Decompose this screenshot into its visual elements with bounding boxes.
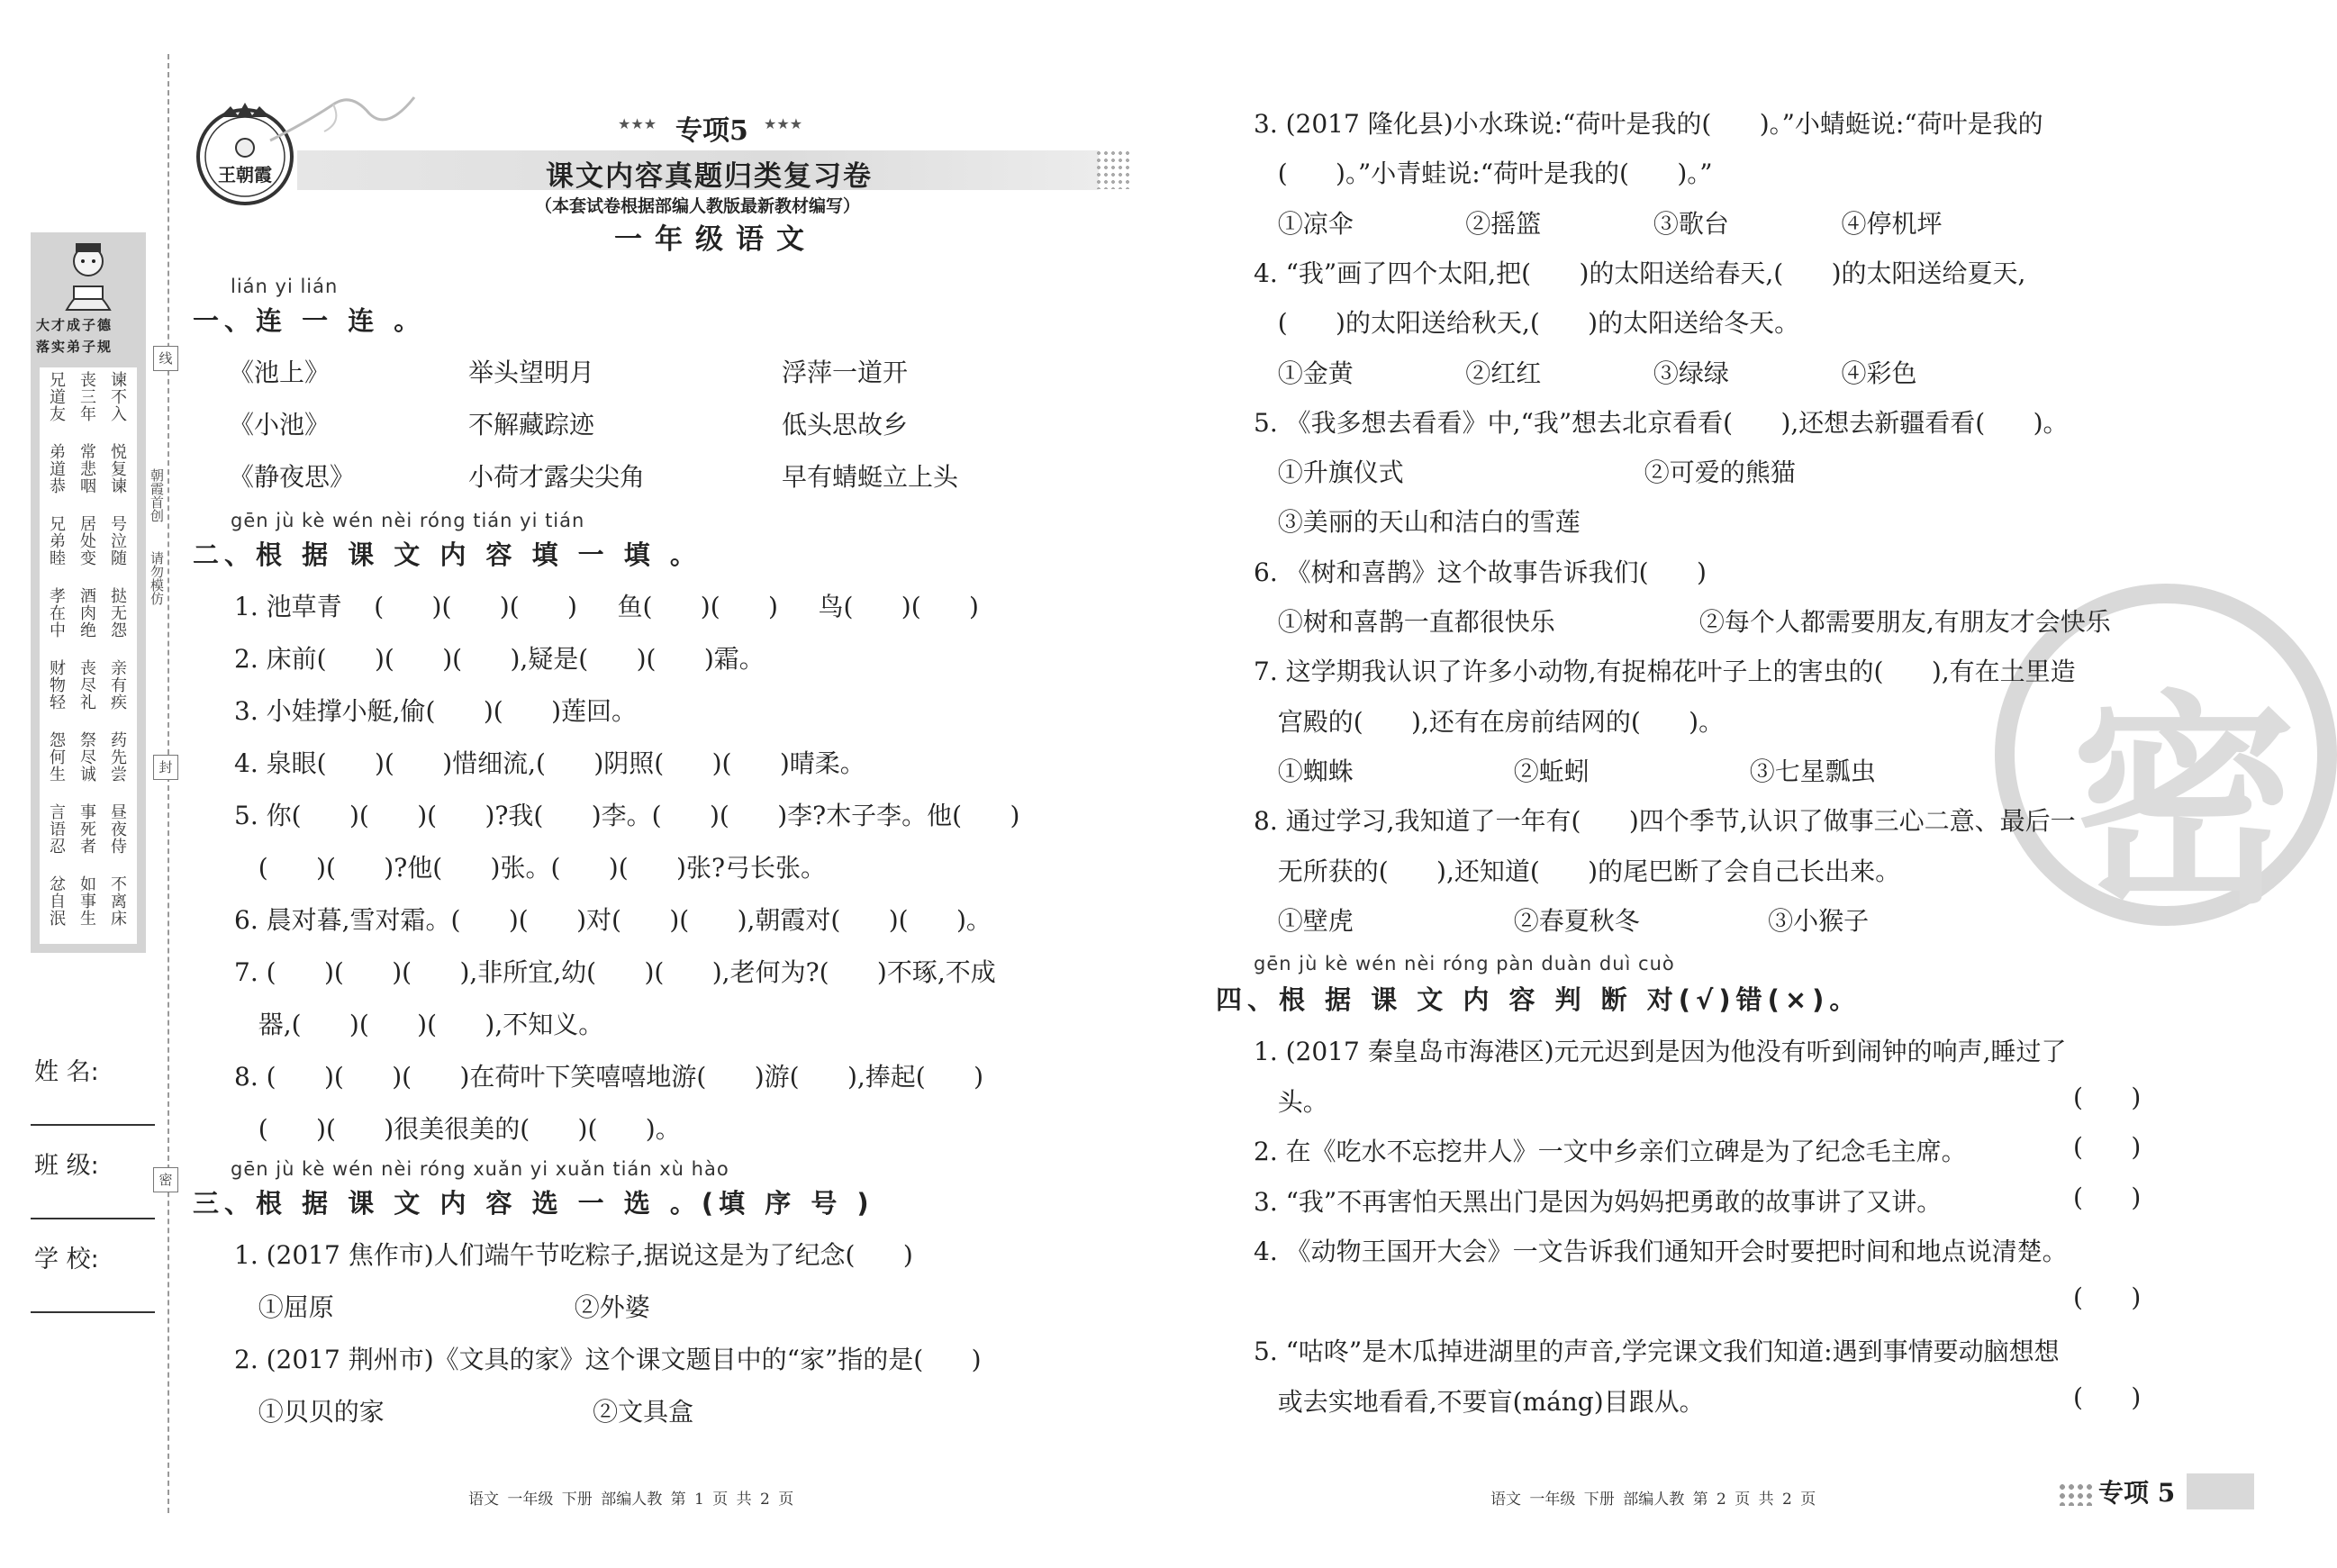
- sidebar-slogan-1: 大才成子德: [36, 317, 113, 333]
- series-label: 专项5: [675, 115, 748, 147]
- name-label: 姓 名:: [34, 1058, 99, 1086]
- section3-title: 三、根 据 课 文 内 容 选 一 选 。(填 序 号 ): [193, 1188, 874, 1219]
- choice-line: 1. (2017 焦作市)人们端午节吃粽子,据说这是为了纪念( ): [234, 1240, 913, 1270]
- scholar-figure: [56, 240, 121, 312]
- choice-line: 2. (2017 荆州市)《文具的家》这个课文题目中的“家”指的是( ): [234, 1345, 982, 1374]
- answer-box[interactable]: ( ): [2073, 1182, 2142, 1212]
- sidebar-verse: 挞无怨: [108, 587, 127, 639]
- match-item: 低头思故乡: [782, 410, 909, 440]
- footer-right: 语文 一年级 下册 部编人教 第 2 页 共 2 页: [1490, 1491, 1816, 1509]
- series-stars-left: ★★★: [618, 115, 657, 132]
- section2-pinyin: gēn jù kè wén nèi róng tián yi tián: [231, 510, 585, 531]
- match-item: 《池上》: [229, 358, 331, 387]
- choice-line: ( )。”小青蛙说:“荷叶是我的( )。”: [1254, 159, 1713, 189]
- watermark-glyph: 密: [2071, 672, 2296, 934]
- bind-mark-3: 密: [153, 1167, 178, 1192]
- fill-line: 8. ( )( )( )在荷叶下笑嘻嘻地游( )游( ),捧起( ): [234, 1062, 984, 1092]
- answer-box[interactable]: ( ): [2073, 1132, 2142, 1162]
- fill-line: 3. 小娃撑小艇,偷( )( )莲回。: [234, 696, 638, 726]
- judge-line: 或去实地看看,不要盲(máng)目跟从。: [1254, 1386, 1705, 1417]
- footer-badge-dots: [2058, 1482, 2094, 1506]
- binding-note-2: 请勿模仿: [149, 551, 165, 605]
- sidebar-verse: 常悲咽: [77, 443, 96, 494]
- sidebar-verse: 如事生: [77, 875, 96, 927]
- fill-line: 2. 床前( )( )( ),疑是( )( )霜。: [234, 644, 765, 674]
- choice-line: 5. 《我多想去看看》中,“我”想去北京看看( ),还想去新疆看看( )。: [1254, 407, 2069, 438]
- sidebar-verse: 弟道恭: [47, 443, 66, 494]
- choice-line: ①壁虎 ②春夏秋冬 ③小猴子: [1254, 905, 1870, 936]
- class-field-line[interactable]: [31, 1218, 155, 1219]
- match-item: 举头望明月: [468, 358, 595, 387]
- choice-line: ①升旗仪式 ②可爱的熊猫: [1254, 458, 1796, 488]
- answer-box[interactable]: ( ): [2073, 1382, 2142, 1412]
- choice-line: ③美丽的天山和洁白的雪莲: [1254, 507, 1581, 538]
- sidebar-verse: 丧尽礼: [77, 659, 96, 711]
- binding-note-1: 朝霞首创: [149, 468, 165, 522]
- sidebar-verse: 孝在中: [47, 587, 66, 639]
- sidebar-verse: 事死者: [77, 803, 96, 855]
- fill-line: 7. ( )( )( ),非所宜,幼( )( ),老何为?( )不琢,不成: [234, 957, 996, 987]
- match-item: 《小池》: [229, 410, 331, 440]
- sidebar-verse: 忿自泯: [47, 875, 66, 927]
- sidebar-verse: 兄道友: [47, 371, 66, 422]
- choice-line: ①金黄 ②红红 ③绿绿 ④彩色: [1254, 358, 1917, 388]
- sidebar-verse: 丧三年: [77, 371, 96, 422]
- choice-line: 8. 通过学习,我知道了一年有( )四个季节,认识了做事三心二意、最后一: [1254, 806, 2076, 837]
- sidebar-verse: 药先尝: [108, 731, 127, 783]
- answer-box[interactable]: ( ): [2073, 1082, 2142, 1112]
- choice-line: 6. 《树和喜鹊》这个故事告诉我们( ): [1254, 557, 1707, 587]
- fill-line: ( )( )?他( )张。( )( )张?弓长张。: [234, 853, 826, 883]
- sidebar-slogan-2: 落实弟子规: [36, 339, 113, 355]
- section1-title: 一、连 一 连 。: [193, 305, 426, 336]
- bind-mark-1: 线: [153, 346, 178, 371]
- sidebar-text-box: [40, 367, 137, 944]
- checker-ornament: [1095, 150, 1133, 189]
- choice-line: ①树和喜鹊一直都很快乐 ②每个人都需要朋友,有朋友才会快乐: [1254, 607, 2111, 637]
- fill-line: 器,( )( )( ),不知义。: [234, 1010, 604, 1039]
- footer-badge-bar: [2187, 1473, 2254, 1509]
- bind-mark-2: 封: [153, 755, 178, 780]
- section1-pinyin: lián yi lián: [231, 276, 339, 297]
- fill-line: 6. 晨对暮,雪对霜。( )( )对( )( ),朝霞对( )( )。: [234, 905, 992, 935]
- sidebar-verse: 号泣随: [108, 515, 127, 566]
- sidebar-verse: 悦复谏: [108, 443, 127, 494]
- grade-title: 一年级语文: [614, 223, 817, 256]
- fill-line: 1. 池草青 ( )( )( ) 鱼( )( ) 鸟( )( ): [234, 592, 979, 621]
- sidebar-verse: 居处变: [77, 515, 96, 566]
- choice-line: ①贝贝的家 ②文具盒: [234, 1397, 694, 1427]
- series-stars-right: ★★★: [764, 115, 803, 132]
- judge-line: 4. 《动物王国开大会》一文告诉我们通知开会时要把时间和地点说清楚。: [1254, 1237, 2068, 1266]
- section4-pinyin: gēn jù kè wén nèi róng pàn duàn duì cuò: [1254, 953, 1675, 974]
- match-item: 不解藏踪迹: [468, 410, 595, 440]
- choice-line: 宫殿的( ),还有在房前结网的( )。: [1254, 706, 1725, 737]
- section4-title: 四、根 据 课 文 内 容 判 断 对(√)错(×)。: [1216, 984, 1861, 1015]
- sidebar-panel: [31, 232, 146, 953]
- match-item: 浮萍一道开: [782, 358, 909, 387]
- fill-line: 4. 泉眼( )( )惜细流,( )阴照( )( )晴柔。: [234, 748, 865, 778]
- sidebar-verse: 祭尽诚: [77, 731, 96, 783]
- judge-line: 1. (2017 秦皇岛市海港区)元元迟到是因为他没有听到闹钟的响声,睡过了: [1254, 1037, 2067, 1066]
- section2-title: 二、根 据 课 文 内 容 填 一 填 。: [193, 539, 702, 570]
- fill-line: 5. 你( )( )( )?我( )李。( )( )李?木子李。他( ): [234, 801, 1020, 830]
- choice-line: ①凉伞 ②摇篮 ③歌台 ④停机坪: [1254, 208, 1943, 239]
- choice-line: ( )的太阳送给秋天,( )的太阳送给冬天。: [1254, 308, 1800, 339]
- judge-line: 2. 在《吃水不忘挖井人》一文中乡亲们立碑是为了纪念毛主席。: [1254, 1137, 1967, 1166]
- brand-logo-text: 王朝霞: [218, 164, 272, 186]
- choice-line: ①屈原 ②外婆: [234, 1292, 650, 1322]
- school-label: 学 校:: [34, 1246, 99, 1273]
- match-item: 小荷才露尖尖角: [468, 462, 646, 492]
- sidebar-verse: 言语忍: [47, 803, 66, 855]
- footer-badge: 专项 5: [2098, 1478, 2176, 1508]
- section3-pinyin: gēn jù kè wén nèi róng xuǎn yi xuǎn tián xù hào: [231, 1158, 729, 1180]
- judge-line: 头。: [1254, 1086, 1328, 1117]
- sidebar-verse: 亲有疾: [108, 659, 127, 711]
- sidebar-verse: 财物轻: [47, 659, 66, 711]
- choice-line: 4. “我”画了四个太阳,把( )的太阳送给春天,( )的太阳送给夏天,: [1254, 258, 2026, 288]
- choice-line: 无所获的( ),还知道( )的尾巴断了会自己长出来。: [1254, 856, 1901, 886]
- answer-box[interactable]: ( ): [2073, 1282, 2142, 1312]
- judge-line: 5. “咕咚”是木瓜掉进湖里的声音,学完课文我们知道:遇到事情要动脑想想: [1254, 1337, 2060, 1366]
- match-item: 《静夜思》: [229, 462, 356, 492]
- ribbon-ornament: [270, 86, 414, 153]
- page-subtitle: （本套试卷根据部编人教版最新教材编写）: [535, 196, 861, 216]
- page-title: 课文内容真题归类复习卷: [546, 160, 873, 193]
- binding-dashed-line: [168, 54, 169, 1513]
- sidebar-verse: 怨何生: [47, 731, 66, 783]
- name-field-line[interactable]: [31, 1124, 155, 1126]
- choice-line: ①蜘蛛 ②蚯蚓 ③七星瓢虫: [1254, 756, 1876, 786]
- sidebar-verse: 酒肉绝: [77, 587, 96, 639]
- sidebar-verse: 谏不入: [108, 371, 127, 422]
- choice-line: 3. (2017 隆化县)小水珠说:“荷叶是我的( )。”小蜻蜓说:“荷叶是我的: [1254, 109, 2043, 139]
- school-field-line[interactable]: [31, 1311, 155, 1313]
- match-item: 早有蜻蜓立上头: [782, 462, 959, 492]
- footer-left: 语文 一年级 下册 部编人教 第 1 页 共 2 页: [468, 1491, 794, 1509]
- sidebar-verse: 不离床: [108, 875, 127, 927]
- fill-line: ( )( )很美很美的( )( )。: [234, 1114, 681, 1144]
- sidebar-verse: 昼夜侍: [108, 803, 127, 855]
- sidebar-verse: 兄弟睦: [47, 515, 66, 566]
- choice-line: 7. 这学期我认识了许多小动物,有捉棉花叶子上的害虫的( ),有在土里造: [1254, 657, 2076, 687]
- class-label: 班 级:: [34, 1152, 99, 1180]
- judge-line: 3. “我”不再害怕天黑出门是因为妈妈把勇敢的故事讲了又讲。: [1254, 1186, 1943, 1217]
